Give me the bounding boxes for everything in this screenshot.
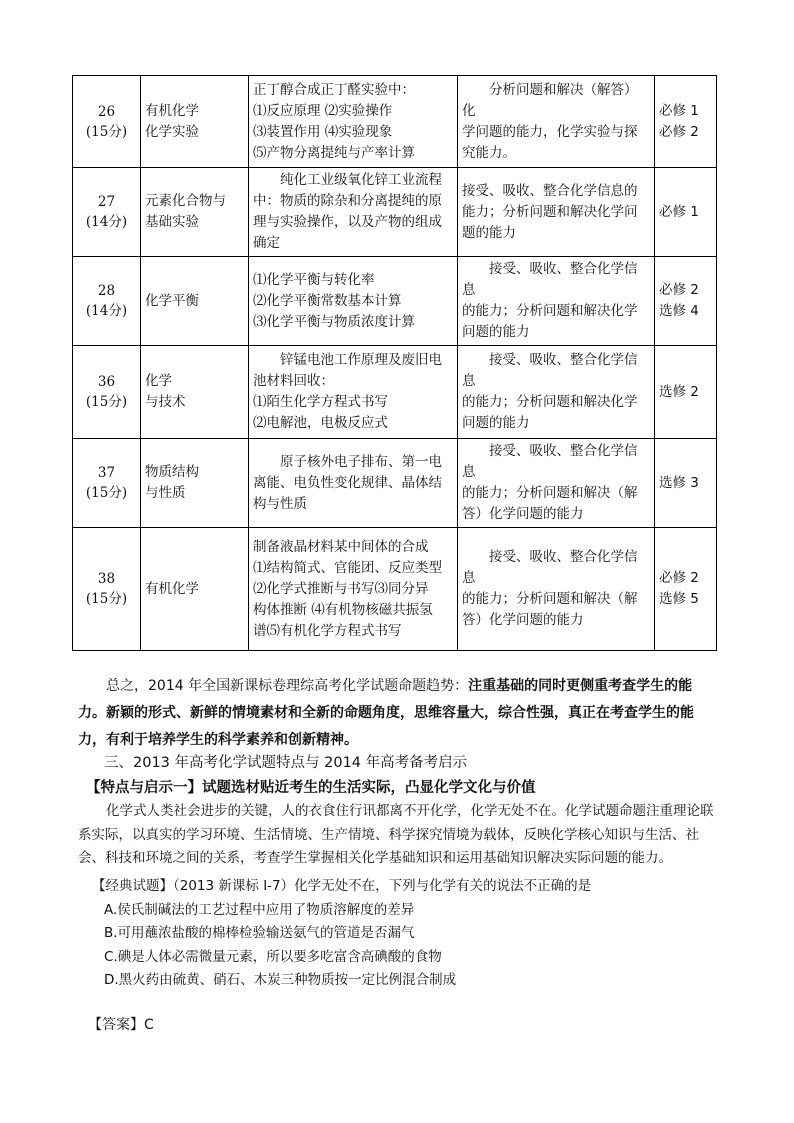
content-cell-line: 正丁醇合成正丁醛实验中： [253, 81, 415, 98]
question-number: 37 [97, 465, 116, 481]
question-number: 27 [97, 194, 116, 210]
question-number-cell [73, 439, 141, 528]
table-row [73, 528, 717, 651]
module-cell [655, 168, 717, 257]
ability-cell [458, 168, 655, 257]
table-row [73, 346, 717, 439]
content-cell-line: ⑴反应原理 ⑵实验操作 [253, 102, 393, 119]
section-3-heading: 三、2013 年高考化学试题特点与 2014 年高考备考启示 [104, 755, 468, 771]
topic-cell [141, 76, 249, 168]
content-cell-line: 谱⑸有机化学方程式书写 [253, 622, 402, 639]
content-cell-line: 中：物质的除杂和分离提纯的原 [253, 193, 442, 209]
content-cell-line: 制备液晶材料某中间体的合成 [253, 538, 429, 555]
example-question: 【经典试题】（2013 新课标 I-7）化学无处不在，下列与化学有关的说法不正确的是 [92, 878, 592, 894]
table-row [73, 76, 717, 168]
content-cell-line: ⑵化学式推断与书写⑶同分异 [253, 580, 429, 597]
table-row [73, 439, 717, 528]
ability-cell-line: 接受、吸收、整合化学信息 [462, 443, 638, 480]
module-cell [655, 528, 717, 651]
topic-cell-line: 与技术 [145, 394, 186, 410]
question-score: (15分) [85, 394, 128, 410]
topic-cell [141, 257, 249, 346]
ability-cell-line: 接受、吸收、整合化学信息 [462, 261, 638, 298]
content-cell-line: 构体推断 ⑷有机物核磁共振氢 [253, 601, 433, 618]
question-number-cell [73, 168, 141, 257]
content-cell-line: 理与实验操作，以及产物的组成 [253, 214, 442, 230]
ability-cell-line: 接受、吸收、整合化学信息 [462, 352, 638, 389]
content-cell [249, 346, 458, 439]
topic-cell [141, 439, 249, 528]
option-a: A.侯氏制碱法的工艺过程中应用了物质溶解度的差异 [104, 902, 415, 918]
summary-paragraph [78, 673, 718, 754]
exam-analysis-table [72, 75, 717, 651]
module-cell [655, 257, 717, 346]
module-cell [655, 439, 717, 528]
ability-cell-line: 的能力；分析问题和解决（解 [462, 485, 638, 501]
module-cell-line: 必修 2 [659, 123, 699, 140]
module-cell-line: 选修 3 [659, 474, 699, 491]
option-b: B.可用蘸浓盐酸的棉棒检验输送氨气的管道是否漏气 [104, 925, 415, 941]
option-c: C.碘是人体必需微量元素，所以要多吃富含高碘酸的食物 [104, 949, 442, 965]
content-cell-line: 纯化工业级氧化锌工业流程 [253, 172, 442, 188]
topic-cell-line: 基础实验 [145, 214, 199, 230]
content-cell-line: 确定 [253, 235, 280, 251]
module-cell-line: 必修 2 [659, 282, 699, 298]
content-cell-line: ⑵电解池，电极反应式 [253, 415, 388, 431]
module-cell-line: 必修 2 [659, 570, 699, 586]
question-number-cell [73, 76, 141, 168]
module-cell [655, 346, 717, 439]
question-score: (15分) [85, 485, 128, 501]
question-number-cell [73, 346, 141, 439]
answer-line: 【答案】C [88, 1017, 154, 1033]
content-cell-line: ⑵化学平衡常数基本计算 [253, 292, 402, 309]
topic-cell-line: 有机化学 [145, 580, 199, 597]
question-number-cell [73, 257, 141, 346]
table-row [73, 168, 717, 257]
question-score: (14分) [85, 303, 128, 319]
ability-cell-line: 接受、吸收、整合化学信息的 [462, 182, 638, 199]
ability-cell [458, 528, 655, 651]
ability-cell-line: 学问题的能力，化学实验与探 [462, 123, 638, 140]
ability-cell [458, 346, 655, 439]
ability-cell-line: 的能力；分析问题和解决化学 [462, 394, 638, 410]
topic-cell-line: 元素化合物与 [145, 193, 226, 209]
ability-cell-line: 能力；分析问题和解决化学问 [462, 203, 638, 220]
content-cell-line: ⑴结构简式、官能团、反应类型 [253, 559, 442, 576]
content-cell-line: ⑴化学平衡与转化率 [253, 271, 375, 288]
ability-cell-line: 接受、吸收、整合化学信息 [462, 549, 638, 586]
ability-cell-line: 分析问题和解决（解答）化 [462, 81, 638, 119]
content-cell-line: 原子核外电子排布、第一电 [253, 453, 442, 470]
ability-cell-line: 答）化学问题的能力 [462, 612, 584, 628]
ability-cell-line: 究能力。 [462, 144, 516, 161]
question-number: 28 [97, 283, 116, 299]
content-cell [249, 168, 458, 257]
topic-cell-line: 物质结构 [145, 464, 199, 480]
content-cell-line: 池材料回收： [253, 373, 334, 389]
module-cell-line: 必修 1 [659, 102, 699, 119]
content-cell [249, 76, 458, 168]
module-cell-line: 选修 2 [659, 383, 699, 400]
content-cell [249, 257, 458, 346]
ability-cell-line: 问题的能力 [462, 415, 530, 431]
question-number: 36 [97, 374, 116, 390]
topic-cell-line: 与性质 [145, 485, 186, 501]
content-cell-line: ⑸产物分离提纯与产率计算 [253, 144, 415, 161]
content-cell-line: 离能、电负性变化规律、晶体结 [253, 474, 442, 491]
content-cell-line: ⑶装置作用 ⑷实验现象 [253, 123, 393, 140]
feature-1-heading: 【特点与启示一】试题选材贴近考生的生活实际，凸显化学文化与价值 [86, 780, 536, 796]
ability-cell [458, 439, 655, 528]
topic-cell [141, 528, 249, 651]
module-cell [655, 76, 717, 168]
content-cell [249, 439, 458, 528]
module-cell-line: 必修 1 [659, 203, 699, 220]
ability-cell-line: 的能力；分析问题和解决化学 [462, 303, 638, 319]
topic-cell [141, 168, 249, 257]
ability-cell-line: 题的能力 [462, 224, 516, 241]
topic-cell-line: 化学平衡 [145, 292, 199, 309]
question-score: (14分) [85, 214, 128, 230]
question-number-cell [73, 528, 141, 651]
ability-cell [458, 257, 655, 346]
content-cell [249, 528, 458, 651]
summary-normal-text: 总之，2014 年全国新课标卷理综高考化学试题命题趋势： [106, 678, 469, 694]
content-cell-line: 锌锰电池工作原理及废旧电 [253, 352, 442, 368]
module-cell-line: 选修 4 [659, 303, 699, 319]
module-cell-line: 选修 5 [659, 591, 699, 607]
question-score: (15分) [85, 123, 128, 140]
topic-cell-line: 化学 [145, 373, 172, 389]
ability-cell-line: 的能力；分析问题和解决（解 [462, 591, 638, 607]
ability-cell-line: 答）化学问题的能力 [462, 506, 584, 522]
feature-1-paragraph: 化学式人类社会进步的关键，人的衣食住行讯都离不开化学，化学无处不在。化学试题命题注重理论联系实际，以真实的学习环境、生活情境、生产情境、科学探究情境为载体，反映化学核心知识与生活、社会、科技和环境之间的关系，考查学生掌握相关化学基础知识和运用基础知识解决实际问题的能力。 [78, 803, 714, 866]
ability-cell [458, 76, 655, 168]
question-number: 38 [97, 571, 116, 587]
topic-cell-line: 化学实验 [145, 123, 199, 140]
topic-cell-line: 有机化学 [145, 102, 199, 119]
question-score: (15分) [85, 591, 128, 607]
table-row [73, 257, 717, 346]
content-cell-line: 构与性质 [253, 495, 307, 512]
summary-bold-text: 注重基础的同时更侧重考查学生的能力。新颖的形式、新鲜的情境素材和全新的命题角度，思维容量大，综合性强，真正在考查学生的能力，有利于培养学生的科学素养和创新精神。 [78, 678, 694, 748]
topic-cell [141, 346, 249, 439]
content-cell-line: ⑴陌生化学方程式书写 [253, 394, 388, 410]
option-d: D.黑火药由硫黄、硝石、木炭三种物质按一定比例混合制成 [104, 972, 457, 988]
content-cell-line: ⑶化学平衡与物质浓度计算 [253, 313, 415, 330]
ability-cell-line: 问题的能力 [462, 324, 530, 340]
question-number: 26 [97, 103, 116, 120]
